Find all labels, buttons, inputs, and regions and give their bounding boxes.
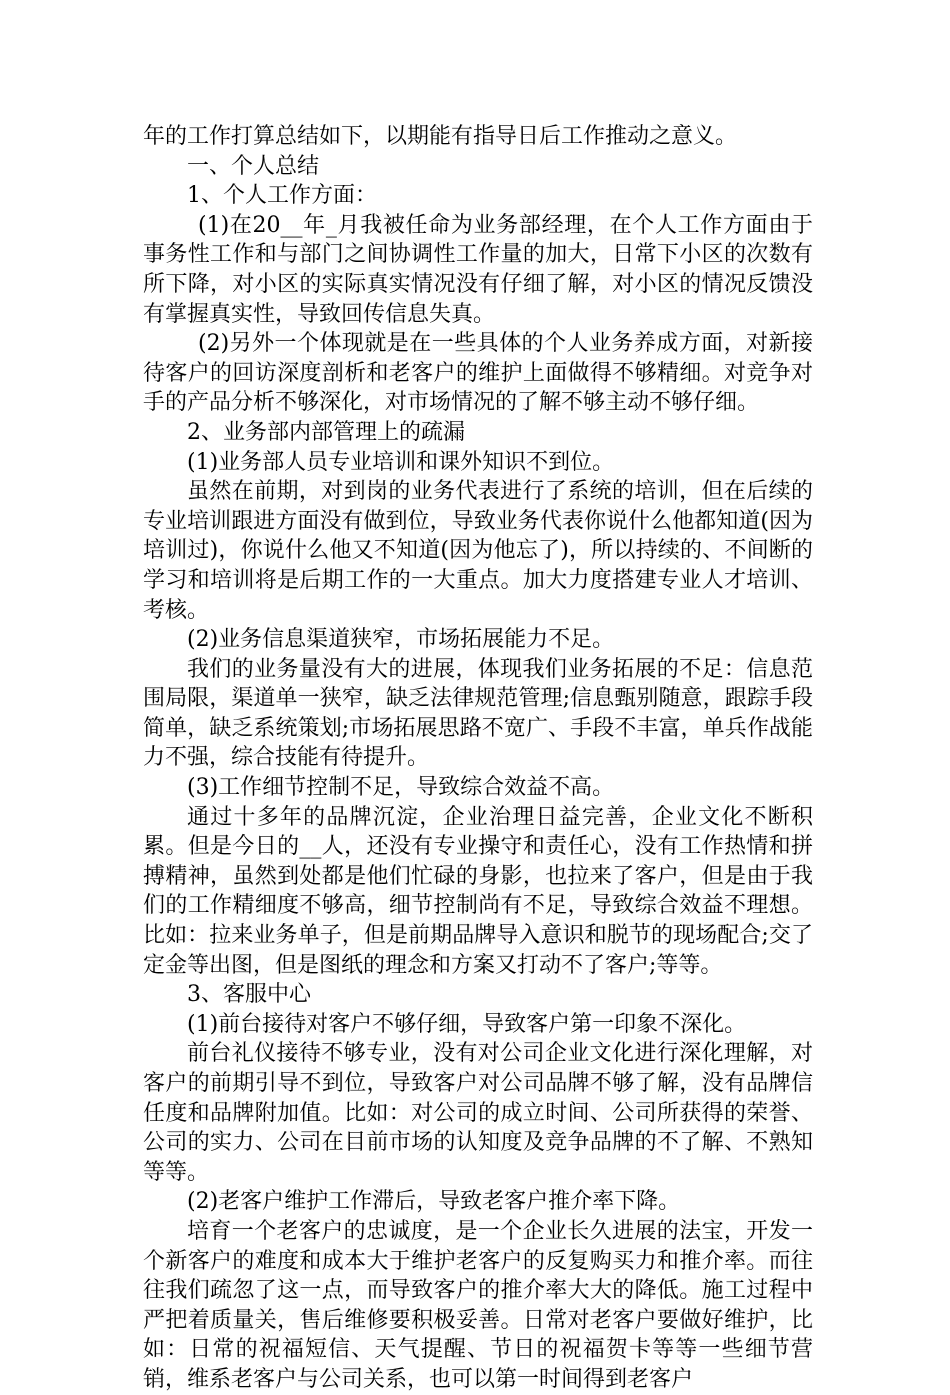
paragraph-personal-work-1: (1)在20__年_月我被任命为业务部经理，在个人工作方面由于事务性工作和与部门之间协调性工作量的加大，日常下小区的次数有所下降，对小区的实际真实情况没有仔细了解，对小区的情况反馈没有掌握真实性，导致回传信息失真。 [143,212,813,327]
subheading-channels: (2)业务信息渠道狭窄，市场拓展能力不足。 [187,627,615,653]
paragraph-old-customers: 培育一个老客户的忠诚度，是一个企业长久进展的法宝，开发一个新客户的难度和成本大于维护老客户的反复购买力和推介率。而往往我们疏忽了这一点，而导致客户的推介率大大的降低。施工过程中严把着质量关，售后维修要积极妥善。日常对老客户要做好维护，比如：日常的祝福短信、天气提醒、节日的祝福贺卡等等一些细节营销，维系老客户与公司关系，也可以第一时间得到老客户 [143,1218,813,1392]
subheading-training: (1)业务部人员专业培训和课外知识不到位。 [187,449,615,475]
document-page [143,122,813,1395]
paragraph-training: 虽然在前期，对到岗的业务代表进行了系统的培训，但在后续的专业培训跟进方面没有做到位，导致业务代表你说什么他都知道(因为培训过)，你说什么他又不知道(因为他忘了)，所以持续的、不间断的学习和培训将是后期工作的一大重点。加大力度搭建专业人才培训、考核。 [143,479,813,623]
paragraph-channels: 我们的业务量没有大的进展，体现我们业务拓展的不足：信息范围局限，渠道单一狭窄，缺乏法律规范管理;信息甄别随意，跟踪手段简单，缺乏系统策划;市场拓展思路不宽广、手段不丰富，单兵作战能力不强，综合技能有待提升。 [143,656,813,771]
paragraph-front-desk: 前台礼仪接待不够专业，没有对公司企业文化进行深化理解，对客户的前期引导不到位，导致客户对公司品牌不够了解，没有品牌信任度和品牌附加值。比如：对公司的成立时间、公司所获得的荣誉、公司的实力、公司在目前市场的认知度及竞争品牌的不了解、不熟知等等。 [143,1041,813,1185]
subheading-detail-control: (3)工作细节控制不足，导致综合效益不高。 [187,775,615,801]
subheading-front-desk: (1)前台接待对客户不够仔细，导致客户第一印象不深化。 [187,1011,747,1037]
heading-personal-work: 1、个人工作方面： [187,183,377,209]
heading-customer-service: 3、客服中心 [187,982,311,1008]
paragraph-personal-work-2: (2)另外一个体现就是在一些具体的个人业务养成方面，对新接待客户的回访深度剖析和老客户的维护上面做得不够精细。对竞争对手的产品分析不够深化，对市场情况的了解不够主动不够仔细。 [143,331,813,416]
heading-personal-summary: 一、个人总结 [187,153,320,179]
heading-internal-management: 2、业务部内部管理上的疏漏 [187,419,465,445]
paragraph-intro-tail: 年的工作打算总结如下，以期能有指导日后工作推动之意义。 [143,124,738,149]
paragraph-detail-control: 通过十多年的品牌沉淀，企业治理日益完善，企业文化不断积累。但是今日的__人，还没有专业操守和责任心，没有工作热情和拼搏精神，虽然到处都是他们忙碌的身影，也拉来了客户，但是由于我们的工作精细度不够高，细节控制尚有不足，导致综合效益不理想。比如：拉来业务单子，但是前期品牌导入意识和脱节的现场配合;交了定金等出图，但是图纸的理念和方案又打动不了客户;等等。 [143,804,813,978]
subheading-old-customers: (2)老客户维护工作滞后，导致老客户推介率下降。 [187,1189,681,1215]
